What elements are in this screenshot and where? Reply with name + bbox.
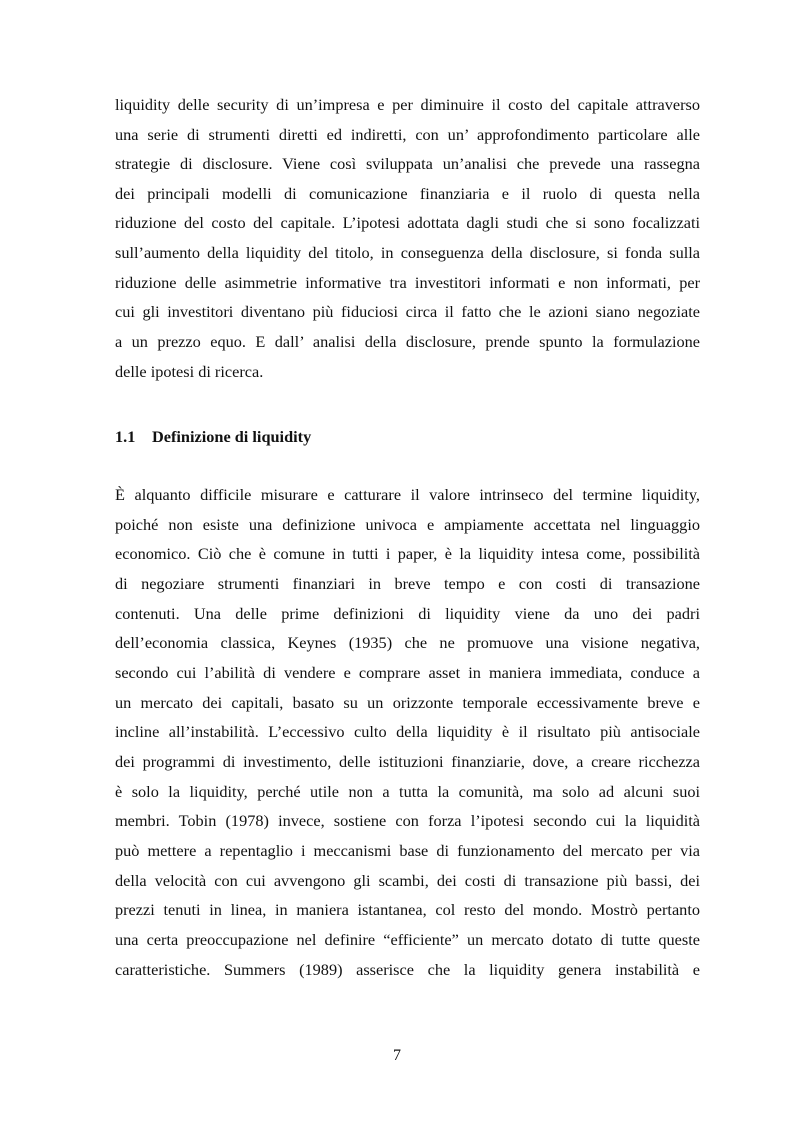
section-title: Definizione di liquidity [152,427,312,446]
text-line: È alquanto difficile misurare e catturare il valore intrinseco del termine liquidity, [115,485,700,504]
text-line: a un prezzo equo. E dall’ analisi della disclosure, prende spunto la formulazione [115,332,700,351]
text-line: dei principali modelli di comunicazione finanziaria e il ruolo di questa nella [115,184,700,203]
section-heading [115,422,311,452]
text-line: liquidity delle security di un’impresa e per diminuire il costo del capitale attraverso [115,95,700,114]
text-line: caratteristiche. Summers (1989) asserisce che la liquidity genera instabilità e [115,960,700,979]
page-number: 7 [393,1047,401,1064]
text-line: di negoziare strumenti finanziari in breve tempo e con costi di transazione [115,574,700,593]
section-number: 1.1 [115,427,136,446]
text-line: sull’aumento della liquidity del titolo, in conseguenza della disclosure, si fonda sulla [115,243,700,262]
text-line: strategie di disclosure. Viene così sviluppata un’analisi che prevede una rassegna [115,154,700,173]
text-line: può mettere a repentaglio i meccanismi base di funzionamento del mercato per via [115,841,700,860]
text-line: cui gli investitori diventano più fiduciosi circa il fatto che le azioni siano negoziate [115,302,700,321]
text-line: incline all’instabilità. L’eccessivo culto della liquidity è il risultato più antisociale [115,722,700,741]
text-line: dell’economia classica, Keynes (1935) che ne promuove una visione negativa, [115,633,700,652]
text-line: economico. Ciò che è comune in tutti i paper, è la liquidity intesa come, possibilità [115,544,700,563]
text-line: secondo cui l’abilità di vendere e comprare asset in maniera immediata, conduce a [115,663,700,682]
text-line: membri. Tobin (1978) invece, sostiene con forza l’ipotesi secondo cui la liquidità [115,811,700,830]
text-line: riduzione delle asimmetrie informative tra investitori informati e non informati, per [115,273,700,292]
text-line: poiché non esiste una definizione univoca e ampiamente accettata nel linguaggio [115,515,700,534]
text-line: una certa preoccupazione nel definire “efficiente” un mercato dotato di tutte queste [115,930,700,949]
text-line: contenuti. Una delle prime definizioni di liquidity viene da uno dei padri [115,604,700,623]
text-line: un mercato dei capitali, basato su un orizzonte temporale eccessivamente breve e [115,693,700,712]
text-line: è solo la liquidity, perché utile non a tutta la comunità, ma solo ad alcuni suoi [115,782,700,801]
text-line: delle ipotesi di ricerca. [115,362,264,381]
text-line: riduzione del costo del capitale. L’ipotesi adottata dagli studi che si sono focalizzati [115,213,700,232]
text-line: dei programmi di investimento, delle istituzioni finanziarie, dove, a creare ricchezza [115,752,700,771]
text-line: prezzi tenuti in linea, in maniera istantanea, col resto del mondo. Mostrò pertanto [115,900,700,919]
text-line: una serie di strumenti diretti ed indiretti, con un’ approfondimento particolare alle [115,125,700,144]
text-line: della velocità con cui avvengono gli scambi, dei costi di transazione più bassi, dei [115,871,700,890]
